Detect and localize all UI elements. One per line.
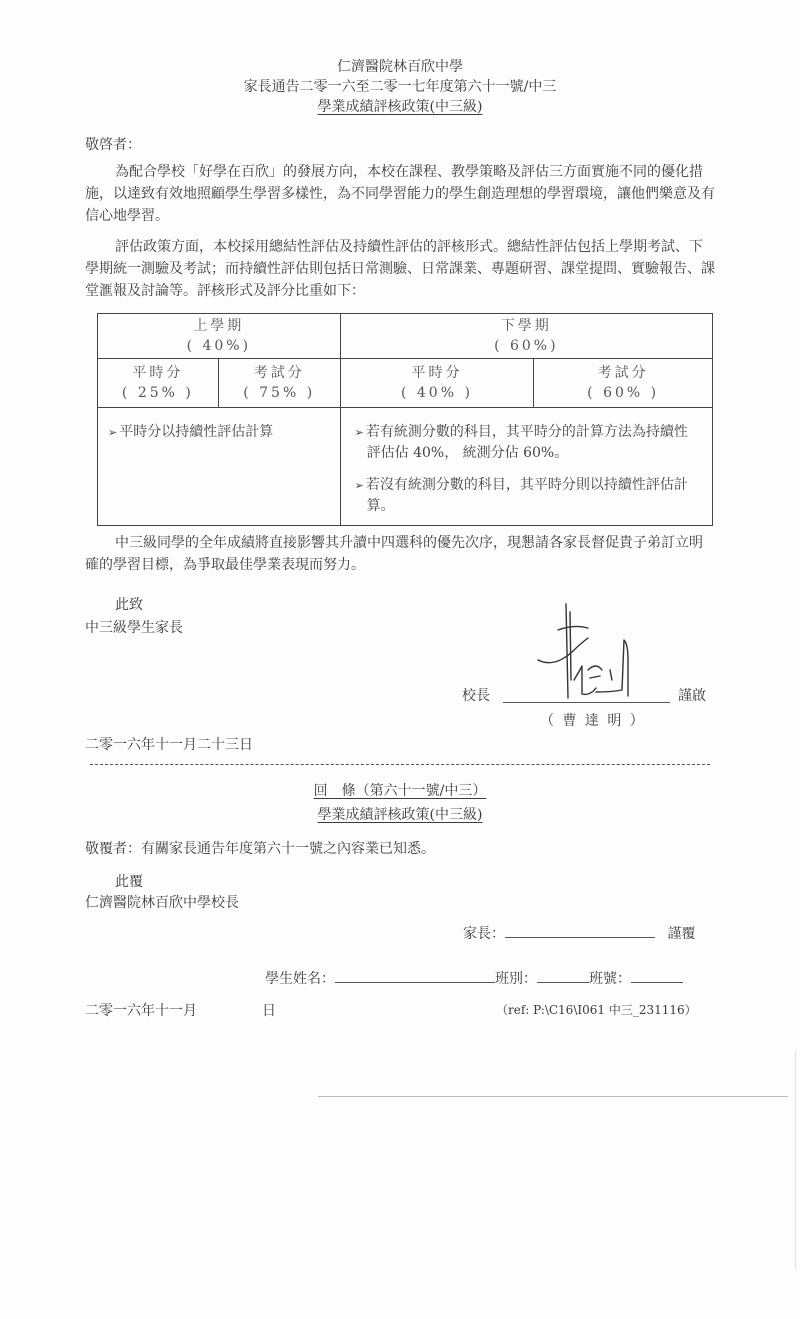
signer-title: 校長	[462, 688, 490, 704]
class-line[interactable]	[537, 970, 589, 983]
assessment-table	[97, 313, 713, 526]
term-1-notes	[98, 408, 341, 526]
note-item	[355, 475, 698, 516]
reply-recipient: 仁濟醫院林百欣中學校長	[85, 895, 239, 911]
component-name: 平時分	[411, 365, 463, 381]
reference-code: （ref: P:\C16\I061 中三_231116）	[496, 1003, 697, 1017]
document-title: 學業成績評核政策(中三級)	[317, 99, 483, 115]
component-name: 平時分	[132, 365, 184, 381]
school-name: 仁濟醫院林百欣中學	[337, 59, 463, 75]
parent-signature-field[interactable]	[463, 923, 695, 943]
student-name-label: 學生姓名：	[265, 971, 335, 987]
signer-name: （ 曹 達 明 ）	[540, 713, 646, 729]
component-weight: ( 40% )	[400, 385, 473, 401]
scan-artifact-line	[318, 1096, 788, 1097]
term-2-component-1	[340, 359, 534, 408]
component-name: 考試分	[253, 365, 305, 381]
note-item	[108, 422, 332, 443]
term-1-component-2	[218, 359, 340, 408]
reply-date-day: 日	[262, 1003, 276, 1019]
parent-suffix: 謹覆	[667, 926, 696, 942]
term-2-weight: ( 60%)	[494, 338, 559, 354]
reply-acknowledgement: 敬覆者：有關家長通告年度第六十一號之內容業已知悉。	[85, 841, 435, 857]
reply-subtitle-wrap	[0, 804, 800, 824]
closing: 此致	[115, 597, 143, 613]
principal-signature	[530, 600, 650, 700]
arrow-bullet-icon: ➢	[108, 426, 118, 439]
term-1-weight: ( 40%)	[186, 338, 252, 354]
note-item	[355, 422, 698, 463]
class-label: 班別：	[495, 971, 537, 987]
salutation: 敬啓者：	[85, 137, 141, 153]
paragraph-3: 中三級同學的全年成績將直接影響其升讀中四選科的優先次序，現懇請各家長督促貴子弟訂立明確的學習目標，為爭取最佳學業表現而努力。	[85, 535, 703, 573]
class-number-label: 班號：	[589, 971, 631, 987]
cut-line-divider	[90, 764, 710, 765]
reply-slip-title: 回 條（第六十一號/中三）	[313, 783, 487, 799]
term-2-header	[340, 314, 712, 359]
note-text: 若有統測分數的科目，其平時分的計算方法為持續性評估佔 40%， 統測分佔 60%。	[365, 424, 688, 461]
class-number-line[interactable]	[631, 970, 683, 983]
arrow-bullet-icon: ➢	[354, 479, 364, 492]
student-name-line[interactable]	[335, 970, 495, 983]
component-name: 考試分	[597, 365, 649, 381]
notes-row	[98, 408, 713, 526]
reply-date-prefix: 二零一六年十一月	[85, 1003, 197, 1019]
student-info-fields	[265, 968, 683, 988]
term-1-name: 上學期	[193, 318, 245, 334]
component-weight: ( 25% )	[121, 385, 194, 401]
arrow-bullet-icon: ➢	[354, 426, 364, 439]
component-weight: ( 60% )	[587, 385, 660, 401]
signature-line	[503, 702, 670, 703]
parent-label: 家長：	[463, 926, 505, 942]
note-text: 若沒有統測分數的科目，其平時分則以持續性評估計算。	[365, 477, 688, 514]
document-title-wrap	[0, 96, 800, 116]
term-2-name: 下學期	[500, 318, 552, 334]
paragraph-2: 評估政策方面，本校採用總結性評估及持續性評估的評核形式。總結性評估包括上學期考試、下學期統一測驗及考試；而持續性評估則包括日常測驗、日常課業、專題研習、課堂提問、實驗報告、課堂滙報及討論等。評核形式及評分比重如下：	[85, 239, 715, 299]
note-text: 平時分以持續性評估計算	[119, 424, 274, 440]
recipient: 中三級學生家長	[85, 620, 183, 636]
term-1-header	[98, 314, 341, 359]
term-header-row	[98, 314, 713, 359]
scan-artifact-edge	[795, 1050, 796, 1270]
term-2-notes	[340, 408, 712, 526]
reply-closing: 此覆	[115, 874, 143, 890]
letter-date: 二零一六年十一月二十三日	[85, 737, 253, 753]
paragraph-1: 為配合學校「好學在百欣」的發展方向，本校在課程、教學策略及評估三方面實施不同的優化措施，以達致有效地照顧學生學習多樣性，為不同學習能力的學生創造理想的學習環境，讓他們樂意及有信心地學習。	[85, 164, 715, 224]
reply-slip-subtitle: 學業成績評核政策(中三級)	[317, 807, 483, 823]
parent-signature-line[interactable]	[505, 925, 655, 938]
component-row	[98, 359, 713, 408]
term-1-component-1	[98, 359, 219, 408]
reply-title-wrap	[0, 780, 800, 800]
component-weight: ( 75% )	[243, 385, 316, 401]
notice-number: 家長通告二零一六至二零一七年度第六十一號/中三	[243, 79, 557, 95]
signer-suffix: 謹啟	[678, 688, 706, 704]
term-2-component-2	[534, 359, 713, 408]
